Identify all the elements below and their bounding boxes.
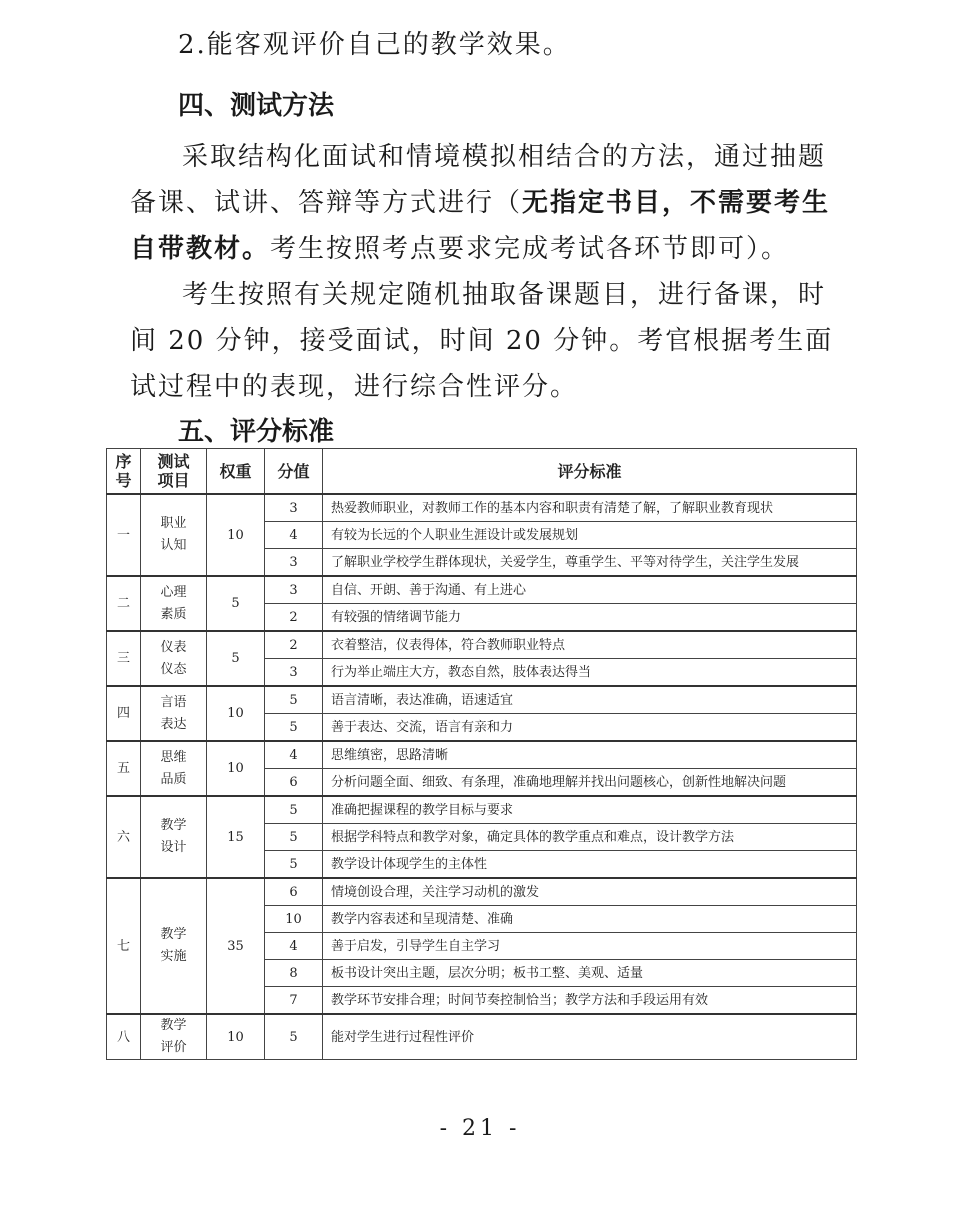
- cell-criteria: 根据学科特点和教学对象，确定具体的教学重点和难点，设计教学方法: [323, 824, 857, 851]
- cell-seq: 二: [107, 576, 141, 631]
- table-row: [107, 796, 857, 824]
- section4-paragraph-2: 考生按照有关规定随机抽取备课题目，进行备课，时间 20 分钟，接受面试，时间 20 分钟。考官根据考生面试过程中的表现，进行综合性评分。: [130, 280, 834, 402]
- cell-weight: 5: [207, 631, 265, 686]
- page-number: - 21 -: [439, 1116, 521, 1141]
- cell-criteria: 教学设计体现学生的主体性: [323, 851, 857, 879]
- cell-score: 3: [265, 549, 323, 577]
- cell-score: 5: [265, 714, 323, 742]
- header-item: 测试 项目: [141, 449, 207, 495]
- cell-criteria: 教学环节安排合理；时间节奏控制恰当；教学方法和手段运用有效: [323, 987, 857, 1015]
- cell-weight: 10: [207, 741, 265, 796]
- section5-heading: 五、评分标准: [178, 417, 335, 447]
- table-row: [107, 494, 857, 522]
- cell-criteria: 情境创设合理，关注学习动机的激发: [323, 878, 857, 906]
- cell-score: 5: [265, 824, 323, 851]
- cell-score: 5: [265, 796, 323, 824]
- cell-seq: 一: [107, 494, 141, 576]
- cell-criteria: 板书设计突出主题，层次分明；板书工整、美观、适量: [323, 960, 857, 987]
- section4-heading: 四、测试方法: [178, 91, 335, 121]
- cell-score: 6: [265, 769, 323, 797]
- cell-score: 4: [265, 741, 323, 769]
- cell-item: 教学 评价: [141, 1014, 207, 1060]
- cell-item: 心理 素质: [141, 576, 207, 631]
- cell-criteria: 能对学生进行过程性评价: [323, 1014, 857, 1060]
- scoring-table: [106, 448, 857, 1060]
- cell-seq: 三: [107, 631, 141, 686]
- cell-item: 教学 设计: [141, 796, 207, 878]
- table-row: [107, 878, 857, 906]
- cell-seq: 八: [107, 1014, 141, 1060]
- cell-score: 3: [265, 576, 323, 604]
- cell-score: 2: [265, 604, 323, 632]
- cell-item: 教学 实施: [141, 878, 207, 1014]
- table-row: [107, 686, 857, 714]
- cell-criteria: 自信、开朗、善于沟通、有上进心: [323, 576, 857, 604]
- cell-criteria: 准确把握课程的教学目标与要求: [323, 796, 857, 824]
- table-body: [107, 494, 857, 1060]
- cell-score: 7: [265, 987, 323, 1015]
- cell-item: 思维 品质: [141, 741, 207, 796]
- table-header-row: [107, 449, 857, 495]
- p1-text-a: 采取结构化面试和情境模拟相结合的方法，通过抽题备课、试讲、答辩等方式进行（: [130, 142, 827, 218]
- cell-criteria: 教学内容表述和呈现清楚、准确: [323, 906, 857, 933]
- cell-weight: 10: [207, 1014, 265, 1060]
- cell-score: 6: [265, 878, 323, 906]
- cell-weight: 10: [207, 494, 265, 576]
- cell-score: 3: [265, 494, 323, 522]
- cell-score: 4: [265, 522, 323, 549]
- header-seq: 序 号: [107, 449, 141, 495]
- cell-seq: 五: [107, 741, 141, 796]
- cell-item: 仪表 仪态: [141, 631, 207, 686]
- cell-score: 10: [265, 906, 323, 933]
- cell-criteria: 热爱教师职业，对教师工作的基本内容和职责有清楚了解，了解职业教育现状: [323, 494, 857, 522]
- header-score: 分值: [265, 449, 323, 495]
- cell-score: 4: [265, 933, 323, 960]
- table-row: [107, 576, 857, 604]
- cell-score: 5: [265, 1014, 323, 1060]
- cell-seq: 六: [107, 796, 141, 878]
- cell-criteria: 了解职业学校学生群体现状，关爱学生，尊重学生、平等对待学生，关注学生发展: [323, 549, 857, 577]
- p1-text-bold: 无指定书目，不需要考生自带教材。: [130, 188, 831, 264]
- cell-weight: 10: [207, 686, 265, 741]
- section4-paragraph-1: [130, 134, 850, 272]
- cell-score: 3: [265, 659, 323, 687]
- cell-criteria: 善于表达、交流，语言有亲和力: [323, 714, 857, 742]
- header-criteria: 评分标准: [323, 449, 857, 495]
- p1-text-c: 考生按照考点要求完成考试各环节即可）。: [270, 234, 790, 264]
- table-row: [107, 1014, 857, 1060]
- cell-criteria: 有较强的情绪调节能力: [323, 604, 857, 632]
- header-weight: 权重: [207, 449, 265, 495]
- cell-criteria: 语言清晰，表达准确，语速适宜: [323, 686, 857, 714]
- cell-item: 职业 认知: [141, 494, 207, 576]
- cell-weight: 15: [207, 796, 265, 878]
- cell-score: 2: [265, 631, 323, 659]
- cell-criteria: 行为举止端庄大方，教态自然，肢体表达得当: [323, 659, 857, 687]
- cell-seq: 七: [107, 878, 141, 1014]
- cell-score: 8: [265, 960, 323, 987]
- cell-item: 言语 表达: [141, 686, 207, 741]
- cell-weight: 5: [207, 576, 265, 631]
- cell-criteria: 分析问题全面、细致、有条理，准确地理解并找出问题核心，创新性地解决问题: [323, 769, 857, 797]
- table-row: [107, 631, 857, 659]
- cell-weight: 35: [207, 878, 265, 1014]
- cell-criteria: 善于启发，引导学生自主学习: [323, 933, 857, 960]
- cell-score: 5: [265, 851, 323, 879]
- cell-criteria: 有较为长远的个人职业生涯设计或发展规划: [323, 522, 857, 549]
- table-row: [107, 741, 857, 769]
- cell-criteria: 衣着整洁，仪表得体，符合教师职业特点: [323, 631, 857, 659]
- intro-line: 2.能客观评价自己的教学效果。: [178, 30, 571, 60]
- cell-seq: 四: [107, 686, 141, 741]
- cell-score: 5: [265, 686, 323, 714]
- cell-criteria: 思维缜密，思路清晰: [323, 741, 857, 769]
